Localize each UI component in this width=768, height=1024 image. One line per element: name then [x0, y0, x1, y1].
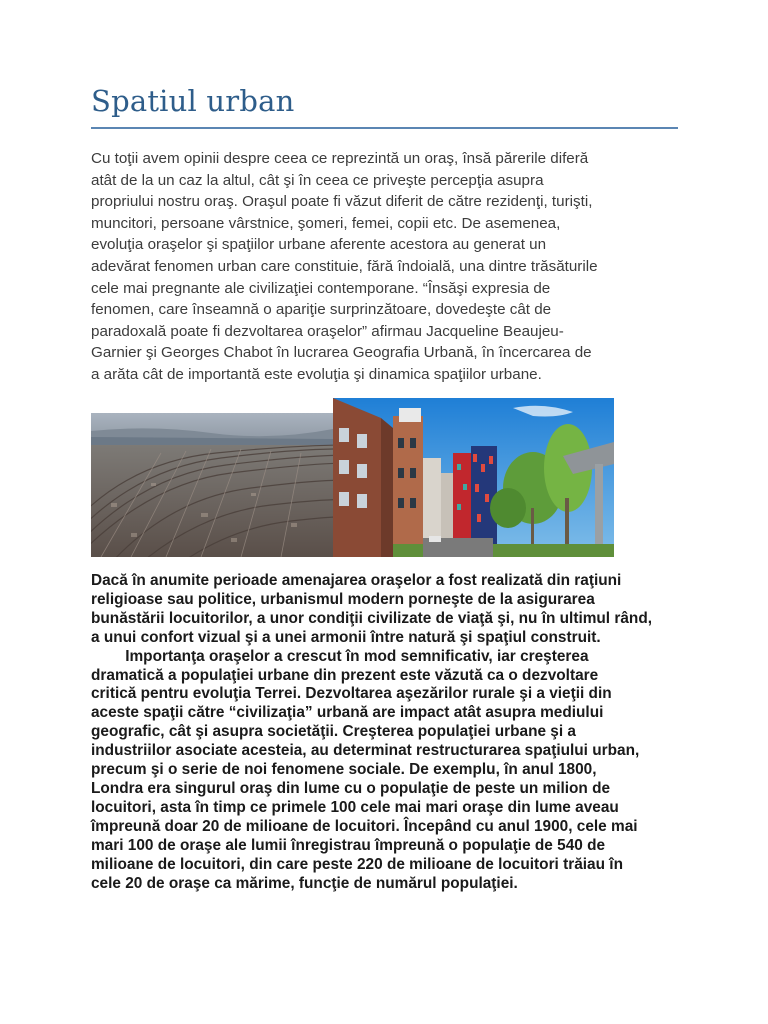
paragraph-line: geografic, cât şi asupra societăţii. Creşterea populaţiei urbane şi a — [91, 723, 576, 741]
paragraph-line: locuitori, asta în timp ce primele 100 cele mai mari oraşe din lume aveau — [91, 798, 619, 816]
aerial-city-photo — [91, 413, 333, 557]
paragraph-line: paradoxală poate fi dezvoltarea oraşelor” afirmau Jacqueline Beaujeu- — [91, 322, 564, 340]
paragraph-line: industriilor asociate acesteia, au determinat restructurarea spaţiului urban, — [91, 742, 640, 760]
paragraph-line: bunăstării locuitorilor, a unor condiţii civilizate de viaţă şi, nu în ultimul rând, — [91, 609, 652, 627]
paragraph-line: propriului nostru oraş. Oraşul poate fi văzut diferit de către rezidenţi, turişti, — [91, 193, 593, 211]
paragraph-line: Dacă în anumite perioade amenajarea oraşelor a fost realizată din raţiuni — [91, 572, 622, 589]
paragraph-line: Importanţa oraşelor a crescut în mod semnificativ, iar creşterea — [91, 647, 589, 665]
paragraph-line: împreună doar 20 de milioane de locuitori. Începând cu anul 1900, cele mai — [91, 817, 638, 835]
paragraph-line: Garnier şi Georges Chabot în lucrarea Geografia Urbană, în încercarea de — [91, 344, 592, 362]
paragraph-line: a unui confort vizual şi a unei armonii între natură şi spaţiul construit. — [91, 628, 601, 646]
modern-buildings-illustration — [333, 398, 614, 557]
paragraph-line: muncitori, persoane vârstnice, şomeri, femei, copii etc. De asemenea, — [91, 214, 561, 232]
paragraph-line: mari 100 de oraşe ale lumii înregistrau împreună o populaţie de 540 de — [91, 836, 606, 854]
paragraph-line: critică pentru evoluţia Terrei. Dezvoltarea aşezărilor rurale şi a vieţii din — [91, 685, 612, 703]
intro-paragraph — [91, 148, 681, 386]
title-underline — [91, 127, 678, 129]
paragraph-line: evoluţia oraşelor şi spaţiilor urbane aferente acestora au generat un — [91, 236, 547, 254]
paragraph-line: religioase sau politice, urbanismul modern porneşte de la asigurarea — [91, 590, 595, 608]
paragraph-line: adevărat fenomen urban care constituie, fără îndoială, una dintre trăsăturile — [91, 257, 598, 275]
paragraph-line: a arăta cât de importantă este evoluţia şi dinamica spaţiilor urbane. — [91, 365, 542, 383]
paragraph-line: precum şi o serie de noi fenomene sociale. De exemplu, în anul 1800, — [91, 761, 597, 779]
paragraph-line: atât de la un caz la altul, cât şi în ceea ce priveşte percepţia asupra — [91, 171, 544, 189]
paragraph-line: cele mai pregnante ale civilizaţiei contemporane. “Însăşi expresia de — [91, 279, 551, 297]
page-title: Spatiul urban — [91, 84, 295, 118]
paragraph-line: dramatică a populaţiei urbane din prezent este văzută ca o dezvoltare — [91, 666, 599, 684]
paragraph-line: Cu toţii avem opinii despre ceea ce reprezintă un oraş, însă părerile diferă — [91, 150, 589, 167]
paragraph-line: Londra era singurul oraş din lume cu o populaţie de peste un milion de — [91, 779, 611, 797]
paragraph-line: aceste spaţii către “civilizaţia” urbană are impact atât asupra mediului — [91, 704, 604, 722]
paragraph-line: cele 20 de oraşe ca mărime, funcţie de numărul populaţiei. — [91, 874, 518, 892]
body-paragraph — [91, 572, 681, 893]
aerial-city-illustration — [91, 413, 333, 557]
paragraph-line: milioane de locuitori, din care peste 220 de milioane de locuitori trăiau în — [91, 855, 623, 873]
modern-buildings-photo — [333, 398, 614, 557]
paragraph-line: fenomen, care înseamnă o apariţie surprinzătoare, dovedeşte cât de — [91, 301, 552, 319]
